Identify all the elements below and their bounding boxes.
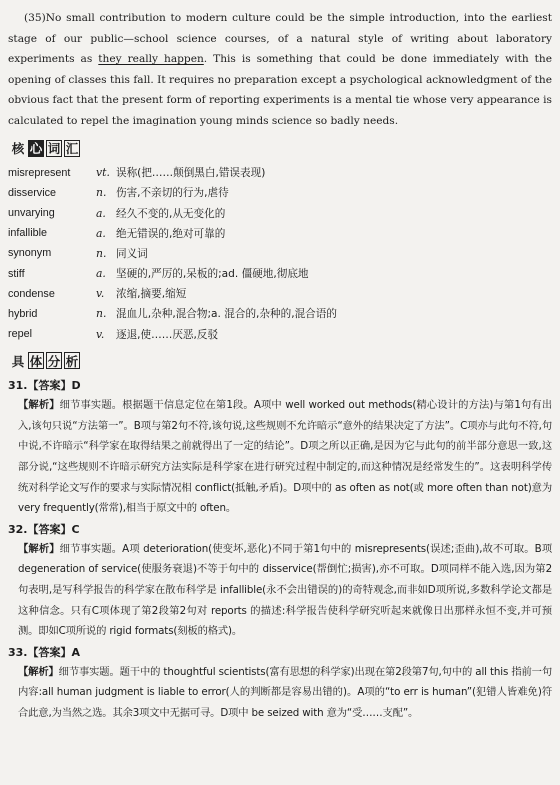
answer-line: 33.【答案】A xyxy=(8,645,80,659)
vocab-definition: 同义词 xyxy=(116,247,148,260)
vocab-definition: 绝无错误的,绝对可靠的 xyxy=(116,227,226,240)
vocab-pos: n. xyxy=(96,307,107,321)
vocab-word: misrepresent xyxy=(8,166,71,179)
vocab-definition: 混血儿,杂种,混合物;a. 混合的,杂种的,混合语的 xyxy=(116,308,337,321)
paragraph-number: (35) xyxy=(24,12,46,24)
heading-char: 核 xyxy=(11,141,25,157)
vocab-pos: n. xyxy=(96,246,107,260)
vocab-definition: 坚硬的,严厉的,呆板的;ad. 僵硬地,彻底地 xyxy=(116,268,309,281)
vocab-word: condense xyxy=(8,287,55,300)
vocab-pos: v. xyxy=(96,287,105,301)
vocab-row xyxy=(8,203,552,223)
analysis-paragraph xyxy=(18,395,552,519)
vocab-pos: a. xyxy=(96,267,106,281)
analysis-paragraph xyxy=(18,662,552,724)
heading-char: 汇 xyxy=(65,141,79,157)
passage-text-1: No small contribution to modern culture could be the simple introduction, into the earliest stage of our public—school science courses, of a natural style of writing about laboratory experiments as xyxy=(8,12,552,66)
analysis-item xyxy=(8,375,552,519)
document-page xyxy=(8,8,552,724)
vocab-pos: v. xyxy=(96,327,105,341)
vocab-word: infallible xyxy=(8,227,48,240)
vocab-definition: 浓缩,摘要,缩短 xyxy=(116,288,187,301)
vocab-word: synonym xyxy=(8,247,52,260)
vocab-list xyxy=(8,163,552,345)
analysis-heading xyxy=(10,352,552,369)
answer-line: 32.【答案】C xyxy=(8,522,80,536)
vocab-row xyxy=(8,264,552,284)
underlined-phrase: they really happen xyxy=(98,53,204,66)
vocab-pos: vt. xyxy=(96,166,110,180)
vocab-definition: 逐退,使……厌恶,反驳 xyxy=(116,328,219,341)
analysis-item xyxy=(8,642,552,724)
analysis-item xyxy=(8,519,552,642)
vocab-row xyxy=(8,324,552,344)
vocab-row xyxy=(8,304,552,324)
vocab-row xyxy=(8,223,552,243)
vocab-pos: a. xyxy=(96,206,106,220)
vocab-word: repel xyxy=(8,328,33,341)
vocab-row xyxy=(8,284,552,304)
analysis-paragraph xyxy=(18,539,552,642)
vocab-definition: 经久不变的,从无变化的 xyxy=(116,207,226,220)
vocab-definition: 误称(把……颠倒黑白,错误表现) xyxy=(116,167,266,180)
vocab-word: disservice xyxy=(8,186,57,199)
heading-char: 分 xyxy=(47,353,61,369)
answer-line: 31.【答案】D xyxy=(8,379,81,393)
vocab-word: hybrid xyxy=(8,307,38,320)
analysis-tag: 【解析】 xyxy=(18,665,59,678)
vocab-pos: n. xyxy=(96,186,107,200)
core-vocab-heading xyxy=(10,140,552,157)
analysis-text: 细节事实题。题干中的 thoughtful scientists(富有思想的科学家)出现在第2段第7句,句中的 all this 指前一句内容:all human judgment is liable to error(人的判断都是容易出错的)。A项的“to err is human”(犯错人皆难免)符合此意,为当然之选。其余3项文中无据可寻。D项中 be seized with 意为“受……支配”。 xyxy=(18,665,552,719)
vocab-row xyxy=(8,163,552,183)
analysis-tag: 【解析】 xyxy=(18,399,60,412)
heading-char: 词 xyxy=(47,141,61,157)
passage-paragraph xyxy=(8,8,552,132)
vocab-row xyxy=(8,183,552,203)
passage-text-2: . This is something that could be done immediately with the opening of classes this fall. It requires no preparation except a psychological acknowledgment of the obvious fact that the present form of reporting experiments is a mental tie whose very appearance is calculated to repel the imagination young minds science so badly needs. xyxy=(8,53,552,127)
analysis-tag: 【解析】 xyxy=(18,542,60,555)
vocab-definition: 伤害,不亲切的行为,虐待 xyxy=(116,187,229,200)
vocab-word: stiff xyxy=(8,267,25,280)
vocab-word: unvarying xyxy=(8,207,55,220)
vocab-pos: a. xyxy=(96,226,106,240)
heading-char: 析 xyxy=(65,353,79,369)
analysis-text: 细节事实题。根据题干信息定位在第1段。A项中 well worked out methods(精心设计的方法)与第1句有出入,该句只说“方法第一”。B项与第2句不符,该句说,这些规则不允许暗示“意外的结果决定了方法”。C项亦与此句不符,句中说,不许暗示“科学家在取得结果之前就得出了一定的结论”。D项之所以正确,是因为它与此句的前半部分意思一致,这部分说,“这些规则不许暗示研究方法实际是科学家在进行研究过程中制定的,而这种情况是经常发生的”。这表明科学传统对科学论文写作的要求与实际情况相 conflict(抵触,矛盾)。D项中的 as often as not(或 more often than not)意为 very frequently(常常),相当于原文中的 often。 xyxy=(18,399,552,515)
vocab-row xyxy=(8,243,552,263)
analysis-text: 细节事实题。A项 deterioration(使变坏,恶化)不同于第1句中的 misrepresents(误述;歪曲),故不可取。B项 degeneration of service(使服务衰退)不等于句中的 disservice(帮倒忙;损害),亦不可取。D项同样不能入选,因为第2句表明,是写科学报告的科学家在散布科学是 infallible(永不会出错误的)的奇特观念,而非如D项所说,多数科学论文都是这种信念。只有C项体现了第2段第2句对 reports 的描述:科学报告使科学研究听起来就像日出那样永恒不变,并可预测。即如C项所说的 rigid formats(刻板的格式)。 xyxy=(18,542,553,638)
heading-char: 心 xyxy=(29,141,43,157)
heading-char: 具 xyxy=(11,353,25,369)
heading-char: 体 xyxy=(29,353,43,369)
